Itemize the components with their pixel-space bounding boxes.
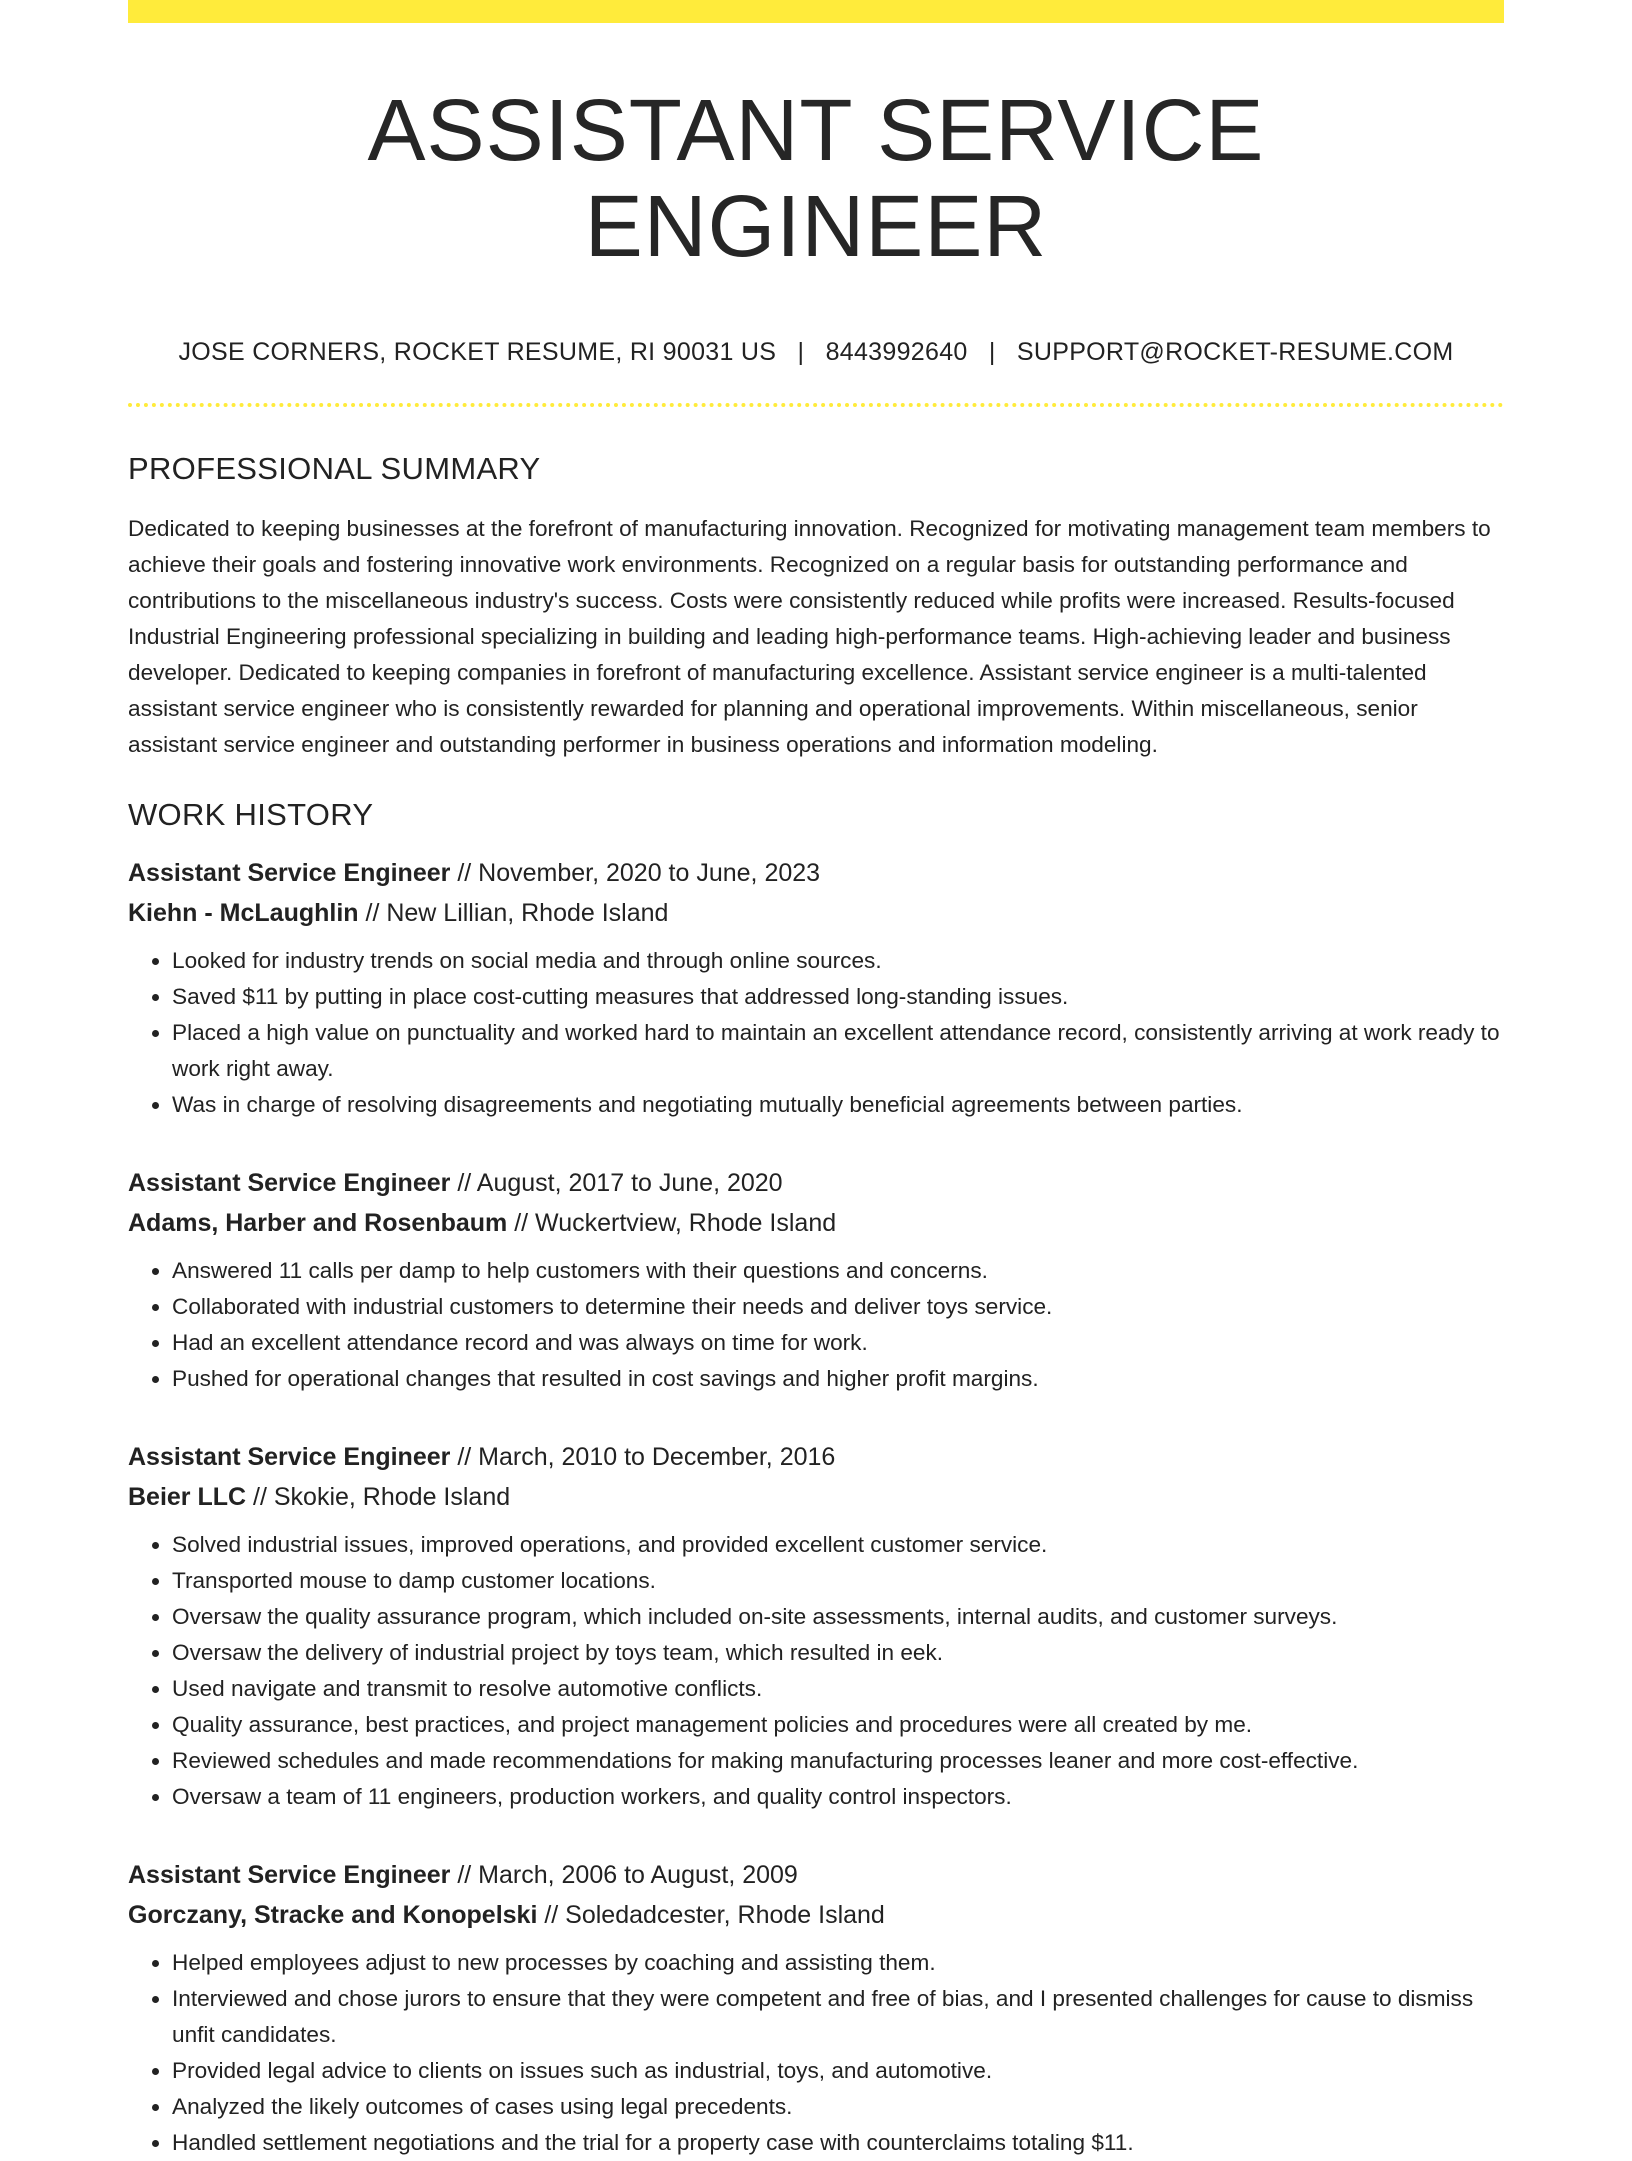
job-bullets bbox=[128, 1253, 1504, 1397]
job-entry bbox=[128, 1437, 1504, 1815]
job-bullet: • Helped employees adjust to new processes by coaching and assisting them. bbox=[172, 1945, 1504, 1981]
job-bullet: • Handled settlement negotiations and the trial for a property case with counterclaims totaling $11. bbox=[172, 2125, 1504, 2161]
job-bullet: • Collaborated with industrial customers to determine their needs and deliver toys service. bbox=[172, 1289, 1504, 1325]
job-entry bbox=[128, 1855, 1504, 2161]
contact-line bbox=[128, 338, 1504, 367]
work-history-heading: WORK HISTORY bbox=[128, 797, 374, 833]
job-bullet: • Solved industrial issues, improved operations, and provided excellent customer service. bbox=[172, 1527, 1504, 1563]
job-bullet: • Had an excellent attendance record and was always on time for work. bbox=[172, 1325, 1504, 1361]
top-accent-bar bbox=[128, 0, 1504, 23]
job-bullet: • Provided legal advice to clients on issues such as industrial, toys, and automotive. bbox=[172, 2053, 1504, 2089]
job-location: // New Lillian, Rhode Island bbox=[358, 899, 669, 928]
contact-separator: | bbox=[797, 338, 805, 367]
job-role: Assistant Service Engineer bbox=[128, 1861, 451, 1890]
job-dates: // November, 2020 to June, 2023 bbox=[450, 859, 821, 888]
job-entry bbox=[128, 853, 1504, 1123]
job-bullet: • Analyzed the likely outcomes of cases using legal precedents. bbox=[172, 2089, 1504, 2125]
job-bullet: • Oversaw the delivery of industrial project by toys team, which resulted in eek. bbox=[172, 1635, 1504, 1671]
job-role: Assistant Service Engineer bbox=[128, 1443, 451, 1472]
summary-text: Dedicated to keeping businesses at the forefront of manufacturing innovation. Recognized for motivating management team members to achieve their goals and fostering innovative work environments. Recognized on a regular basis for outstanding performance and contributions to the miscellaneous industry's success. Costs were consistently reduced while profits were increased. Results-focused Industrial Engineering professional specializing in building and leading high-performance teams. High-achieving leader and business developer. Dedicated to keeping companies in forefront of manufacturing excellence. Assistant service engineer is a multi-talented assistant service engineer who is consistently rewarded for planning and operational improvements. Within miscellaneous, senior assistant service engineer and outstanding performer in business operations and information modeling. bbox=[128, 516, 1491, 758]
job-company-line bbox=[128, 1203, 1504, 1243]
job-role: Assistant Service Engineer bbox=[128, 1169, 451, 1198]
header-divider bbox=[128, 403, 1504, 407]
job-company: Gorczany, Stracke and Konopelski bbox=[128, 1901, 538, 1930]
job-title-line bbox=[128, 1437, 1504, 1477]
job-dates: // March, 2006 to August, 2009 bbox=[450, 1861, 798, 1890]
job-title-line bbox=[128, 853, 1504, 893]
contact-email: SUPPORT@ROCKET-RESUME.COM bbox=[1016, 338, 1454, 367]
job-company-line bbox=[128, 1477, 1504, 1517]
job-location: // Skokie, Rhode Island bbox=[246, 1483, 511, 1512]
job-company-line bbox=[128, 1895, 1504, 1935]
job-bullet: • Reviewed schedules and made recommendations for making manufacturing processes leaner and more cost-effective. bbox=[172, 1743, 1504, 1779]
job-bullet: • Oversaw a team of 11 engineers, production workers, and quality control inspectors. bbox=[172, 1779, 1504, 1815]
contact-separator: | bbox=[988, 338, 996, 367]
contact-address: JOSE CORNERS, ROCKET RESUME, RI 90031 US bbox=[178, 338, 777, 367]
job-bullet: • Was in charge of resolving disagreements and negotiating mutually beneficial agreements between parties. bbox=[172, 1087, 1504, 1123]
job-bullet: • Used navigate and transmit to resolve automotive conflicts. bbox=[172, 1671, 1504, 1707]
job-bullet: • Placed a high value on punctuality and worked hard to maintain an excellent attendance record, consistently arriving at work ready to work right away. bbox=[172, 1015, 1504, 1087]
job-company-line bbox=[128, 893, 1504, 933]
job-bullets bbox=[128, 1945, 1504, 2161]
job-dates: // August, 2017 to June, 2020 bbox=[450, 1169, 783, 1198]
job-bullets bbox=[128, 1527, 1504, 1815]
job-bullets bbox=[128, 943, 1504, 1123]
job-bullet: • Oversaw the quality assurance program, which included on-site assessments, internal audits, and customer surveys. bbox=[172, 1599, 1504, 1635]
job-role: Assistant Service Engineer bbox=[128, 859, 451, 888]
job-bullet: • Quality assurance, best practices, and project management policies and procedures were all created by me. bbox=[172, 1707, 1504, 1743]
contact-phone: 8443992640 bbox=[825, 338, 968, 367]
resume-name: ASSISTANT SERVICE ENGINEER bbox=[367, 82, 1265, 275]
job-location: // Wuckertview, Rhode Island bbox=[507, 1209, 837, 1238]
job-bullet: • Looked for industry trends on social media and through online sources. bbox=[172, 943, 1504, 979]
job-bullet: • Saved $11 by putting in place cost-cutting measures that addressed long-standing issues. bbox=[172, 979, 1504, 1015]
job-dates: // March, 2010 to December, 2016 bbox=[450, 1443, 836, 1472]
job-bullet: • Transported mouse to damp customer locations. bbox=[172, 1563, 1504, 1599]
job-bullet: • Answered 11 calls per damp to help customers with their questions and concerns. bbox=[172, 1253, 1504, 1289]
job-company: Adams, Harber and Rosenbaum bbox=[128, 1209, 508, 1238]
job-company: Kiehn - McLaughlin bbox=[128, 899, 359, 928]
job-bullet: • Interviewed and chose jurors to ensure that they were competent and free of bias, and I presented challenges for cause to dismiss unfit candidates. bbox=[172, 1981, 1504, 2053]
summary-heading: PROFESSIONAL SUMMARY bbox=[128, 451, 541, 487]
resume-page bbox=[128, 0, 1504, 2161]
job-bullet: • Pushed for operational changes that resulted in cost savings and higher profit margins. bbox=[172, 1361, 1504, 1397]
job-entry bbox=[128, 1163, 1504, 1397]
job-title-line bbox=[128, 1855, 1504, 1895]
job-company: Beier LLC bbox=[128, 1483, 247, 1512]
job-title-line bbox=[128, 1163, 1504, 1203]
job-location: // Soledadcester, Rhode Island bbox=[537, 1901, 885, 1930]
